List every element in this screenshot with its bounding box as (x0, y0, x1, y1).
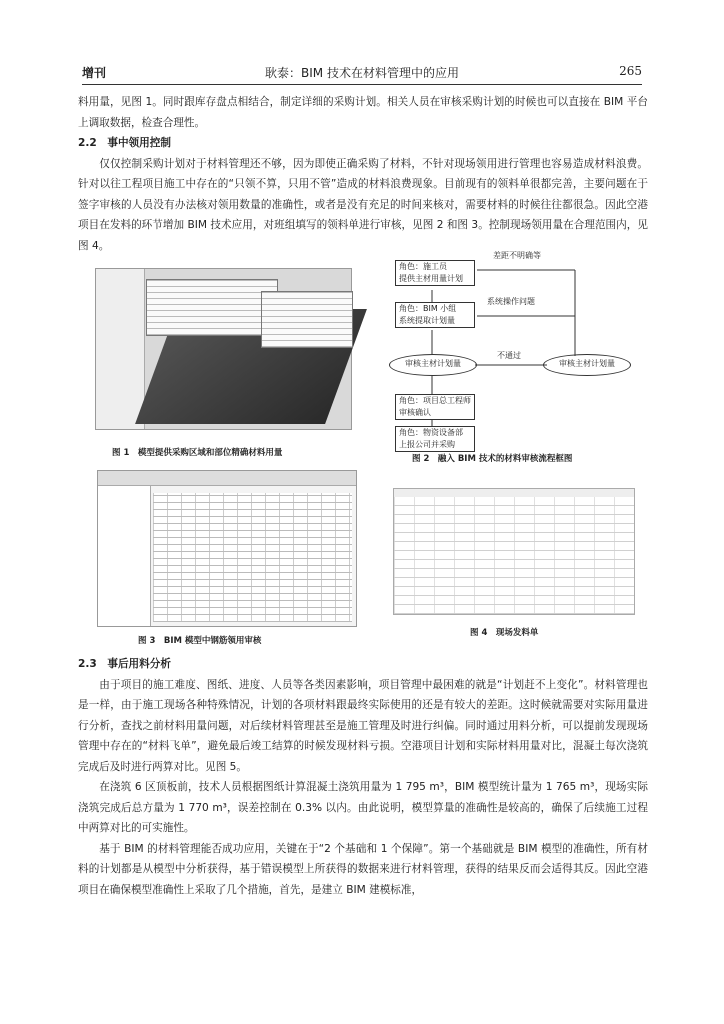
flow-role: 角色：施工员 (399, 262, 447, 271)
figure-3-caption: 图 3 BIM 模型中钢筋领用审核 (138, 636, 262, 646)
paragraph: 仅仅控制采购计划对于材料管理还不够，因为即使正确采购了材料，不针对现场领用进行管理也容易造成材料浪费。针对以往工程项目施工中存在的“只领不算，只用不管”造成的材料浪费现象。目前现有的领料单很都完善，主要问题在于签字审核的人员没有办法核对领用数量的准确性，或者是没有充足的时间来核对，需要材料的时候往往都很急。因此空港项目在发料的环节增加 BIM 技术应用，对班组填写的领料单进行审核，见图 2 和图 3。控制现场领用量在合理范围内，见图 4。 (78, 157, 648, 252)
paragraph: 基于 BIM 的材料管理能否成功应用，关键在于“2 个基础和 1 个保障”。第一个基础就是 BIM 模型的准确性，所有材料的计划都是从模型中分析获得，基于错误模型上所获得的数据来进行材料管理，获得的结果反而会适得其反。因此空港项目在确保模型准确性上采取了几个措施，首先，是建立 BIM 建模标准， (78, 842, 648, 896)
figure-1-caption: 图 1 模型提供采购区域和部位精确材料用量 (112, 448, 283, 458)
flow-role: 角色：项目总工程师 (399, 396, 471, 405)
flow-task: 系统提取计划量 (399, 316, 455, 325)
section-heading: 2.2 事中领用控制 (78, 137, 171, 149)
flow-box-constructor (395, 260, 475, 286)
figure-1-image (95, 268, 352, 430)
running-header (82, 62, 642, 85)
flow-oval-review-left: 审核主材计划量 (389, 354, 477, 376)
section-heading: 2.3 事后用料分析 (78, 658, 171, 670)
flow-box-chief-engineer (395, 394, 475, 420)
flow-task: 提供主材用量计划 (399, 274, 463, 283)
figure-4-caption: 图 4 现场发料单 (470, 628, 539, 638)
flow-note-system: 系统操作问题 (487, 297, 535, 306)
article-title: 耿泰：BIM 技术在材料管理中的应用 (265, 66, 459, 80)
flow-role: 角色：BIM 小组 (399, 304, 457, 313)
flow-oval-review-right: 审核主材计划量 (543, 354, 631, 376)
top-text (78, 92, 648, 256)
figure-4-image (393, 488, 635, 615)
page-number: 265 (619, 64, 642, 78)
flow-task: 上报公司并采购 (399, 440, 455, 449)
paragraph: 由于项目的施工难度、图纸、进度、人员等各类因素影响，项目管理中最困难的就是“计划赶不上变化”。材料管理也是一样，由于施工现场各种特殊情况，计划的各项材料跟最终实际使用的还是有较大的差距。这时候就需要对实际用量进行分析，查找之前材料用量问题，对后续材料管理甚至是施工管理及时进行纠偏。同时通过用料分析，可以提前发现现场管理中存在的“材料飞单”，避免最后竣工结算的时候发现材料亏损。空港项目计划和实际材料用量对比，混凝土每次浇筑完成后及时进行两算对比。见图 5。 (78, 678, 648, 773)
figure-2-flowchart (395, 251, 635, 449)
flow-note-fail: 不通过 (497, 351, 521, 360)
paragraph: 料用量，见图 1。同时跟库存盘点相结合，制定详细的采购计划。相关人员在审核采购计划的时候也可以直接在 BIM 平台上调取数据，检查合理性。 (78, 96, 648, 129)
paragraph: 在浇筑 6 区顶板前，技术人员根据图纸计算混凝土浇筑用量为 1 795 m³，BIM 模型统计量为 1 765 m³，现场实际浇筑完成后总方量为 1 770 m³，误差控制在 0.3% 以内。由此说明，模型算量的准确性是较高的，确保了后续施工过程中两算对比的可实施性。 (78, 781, 648, 834)
figure-2-caption: 图 2 融入 BIM 技术的材料审核流程框图 (412, 454, 573, 464)
issue-label: 增刊 (82, 66, 107, 80)
figure-3-image (97, 470, 357, 627)
flow-box-bim-team (395, 302, 475, 328)
section-2-3 (78, 654, 648, 900)
flow-role: 角色：物资设备部 (399, 428, 463, 437)
flow-note-gap: 差距不明确等 (493, 251, 541, 260)
flow-task: 审核确认 (399, 408, 431, 417)
flow-box-materials-dept (395, 426, 475, 452)
